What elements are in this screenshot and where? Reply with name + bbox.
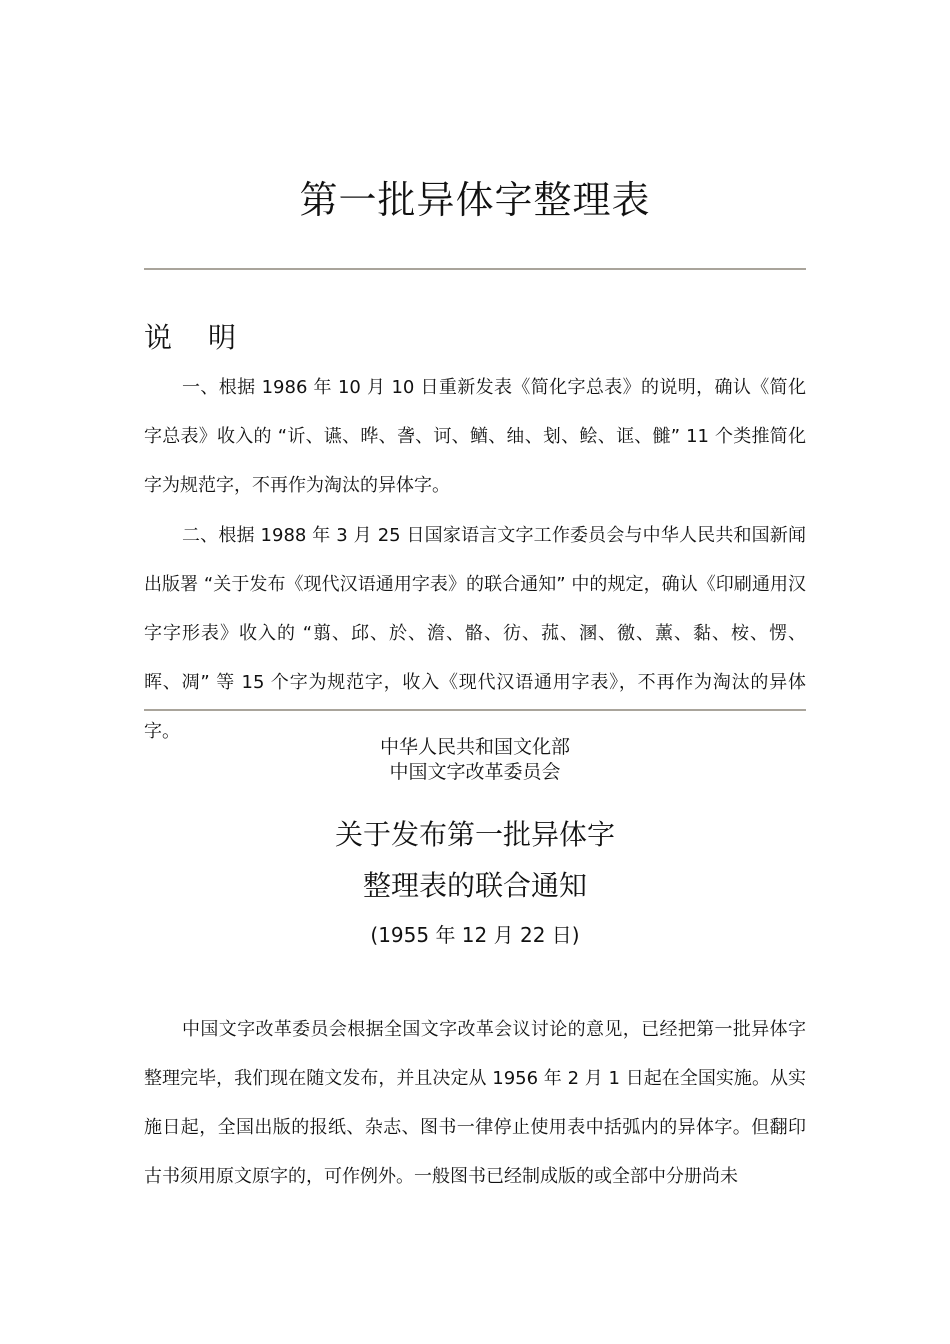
section-heading-char-1: 说: [144, 321, 173, 354]
issuer-ministry: 中华人民共和国文化部: [379, 736, 570, 758]
explanation-paragraph-1: 一、根据 1986 年 10 月 10 日重新发表《简化字总表》的说明，确认《简化字总表》收入的 “䜣、䜩、晔、詟、诃、䲡、䌷、刬、鲙、诓、雠” 11 个类推简化字为规范字，不再作为淘汰的异体字。: [144, 377, 806, 496]
section-heading-char-2: 明: [208, 321, 237, 354]
notice-title-line-1: 关于发布第一批异体字: [334, 818, 615, 851]
section-heading: [144, 318, 236, 358]
notice-title-line-2: 整理表的联合通知: [362, 869, 587, 902]
issuer-committee: 中国文字改革委员会: [389, 761, 561, 783]
middle-divider: [144, 709, 806, 711]
explanation-paragraph-2: 二、根据 1988 年 3 月 25 日国家语言文字工作委员会与中华人民共和国新闻出版署 “关于发布《现代汉语通用字表》的联合通知” 中的规定，确认《印刷通用汉字字形表》收入的 “翦、邱、於、澹、骼、彷、菰、溷、徼、薰、黏、桉、愣、晖、凋” 等 15 个字为规范字，收入《现代汉语通用字表》，不再作为淘汰的异体字。: [144, 525, 806, 742]
notice-date: (1955 年 12 月 22 日): [370, 923, 580, 947]
document-title: 第一批异体字整理表: [299, 178, 651, 222]
notice-body-paragraph: 中国文字改革委员会根据全国文字改革会议讨论的意见，已经把第一批异体字整理完毕，我们现在随文发布，并且决定从 1956 年 2 月 1 日起在全国实施。从实施日起，全国出版的报纸、杂志、图书一律停止使用表中括弧内的异体字。但翻印古书须用原文原字的，可作例外。一般图书已经制成版的或全部中分册尚未: [144, 1019, 806, 1187]
top-divider: [144, 268, 806, 270]
